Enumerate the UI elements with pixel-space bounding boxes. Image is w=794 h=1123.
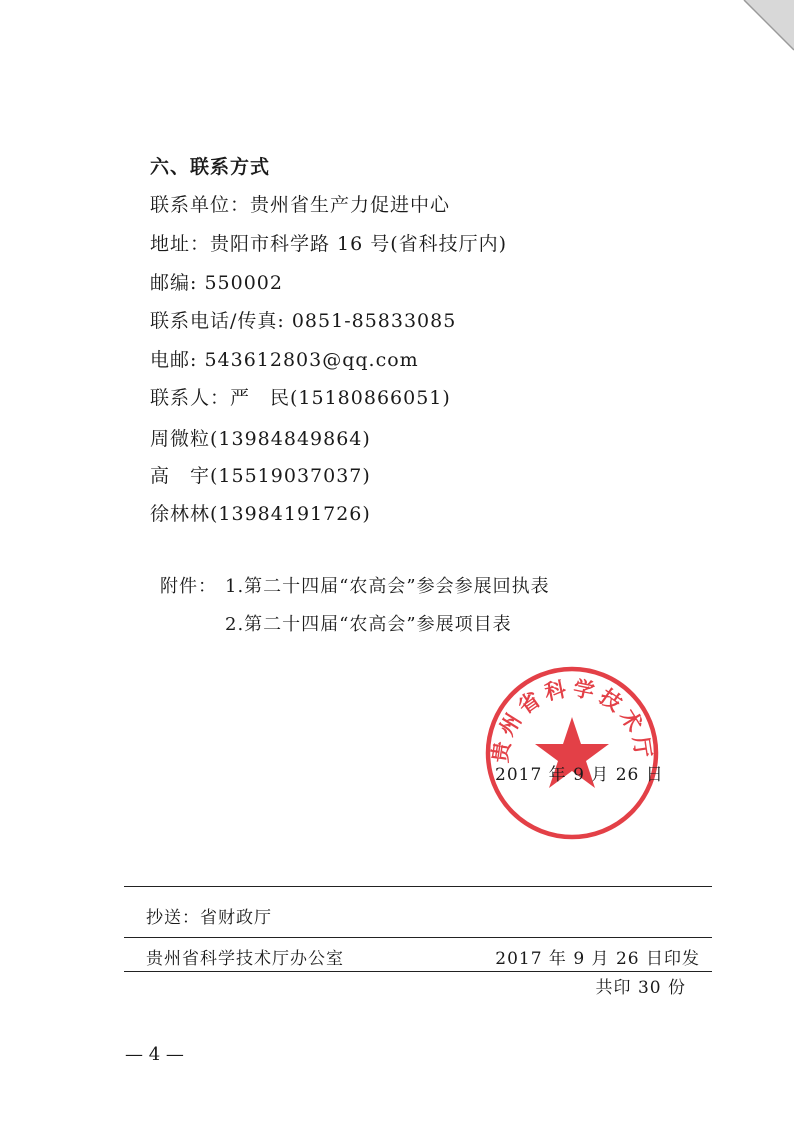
attachments-label: 附件： — [160, 576, 217, 597]
section-heading: 六、联系方式 — [150, 156, 271, 178]
contact-email: 电邮: 543612803@qq.com — [150, 349, 419, 371]
cc-line: 抄送：省财政厅 — [146, 908, 272, 928]
official-seal — [484, 665, 660, 841]
footer-rule-bottom — [124, 971, 712, 972]
attachment-item-1: 1.第二十四届“农高会”参会参展回执表 — [225, 576, 550, 597]
contact-person-4: 徐林林(13984191726) — [150, 503, 371, 525]
contact-person-3: 高 宇(15519037037) — [150, 465, 371, 487]
issuing-office: 贵州省科学技术厅办公室 — [146, 949, 344, 969]
footer-rule-middle — [124, 937, 712, 938]
signature-date: 2017 年 9 月 26 日 — [495, 765, 664, 785]
contact-unit: 联系单位：贵州省生产力促进中心 — [150, 194, 451, 216]
contact-person-2: 周微粒(13984849864) — [150, 428, 371, 450]
copies-count: 共印 30 份 — [595, 978, 686, 998]
seal-text: 贵州省科学技术厅 — [487, 676, 657, 765]
contact-person-1: 联系人：严 民(15180866051) — [150, 387, 451, 409]
page-fold-corner — [714, 0, 794, 60]
contact-phone: 联系电话/传真: 0851-85833085 — [150, 310, 457, 332]
page-number: — 4 — — [125, 1044, 184, 1065]
contact-postcode: 邮编: 550002 — [150, 272, 283, 294]
contact-address: 地址：贵阳市科学路 16 号(省科技厅内) — [150, 233, 508, 255]
print-date: 2017 年 9 月 26 日印发 — [495, 949, 700, 969]
attachment-item-2: 2.第二十四届“农高会”参展项目表 — [225, 614, 512, 635]
footer-rule-top — [124, 886, 712, 887]
